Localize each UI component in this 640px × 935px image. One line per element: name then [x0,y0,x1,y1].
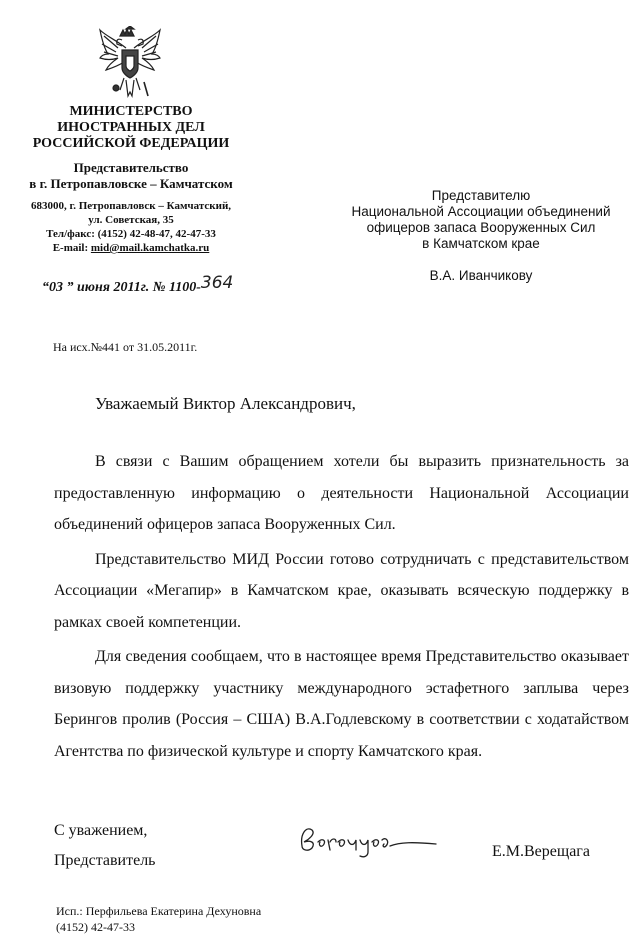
letter-body [54,446,629,767]
representative-office [0,160,262,192]
reference-line: На исх.№441 от 31.05.2011г. [53,340,198,354]
body-paragraph: В связи с Вашим обращением хотели бы выразить признательность за предоставленную информацию о деятельности Национальной Ассоциации объединений офицеров запаса Вооруженных Сил. [54,453,629,533]
body-paragraph: Представительство МИД России готово сотрудничать с представительством Ассоциации «Мегапир» в Камчатском крае, оказывать всяческую поддержку в рамках своей компетенции. [54,550,629,631]
email-line [0,241,262,255]
addressee-name: В.А. Иванчикову [429,268,533,283]
regards: С уважением, [54,822,148,839]
addressee-line: Представителю [431,188,531,203]
closing-block [54,816,155,876]
addressee-line: Национальной Ассоциации объединений [351,204,611,219]
addressee-block [330,188,632,284]
ministry-line: ИНОСТРАННЫХ ДЕЛ [57,120,205,135]
addressee-line: офицеров запаса Вооруженных Сил [366,220,596,235]
handwritten-signature [296,816,446,862]
coat-of-arms-icon [98,26,162,100]
address-line: 683000, г. Петропавловск – Камчатский, [30,200,232,212]
email-link[interactable]: mid@mail.kamchatka.ru [90,242,210,254]
executor-phone: (4152) 42-47-33 [56,920,135,934]
signer-name: Е.М.Верещага [492,843,590,860]
handwritten-number: 364 [200,273,234,293]
salutation: Уважаемый Виктор Александрович, [95,394,356,413]
executor-block [56,903,261,935]
ministry-name [0,104,262,152]
ministry-line: РОССИЙСКОЙ ФЕДЕРАЦИИ [32,136,230,151]
phone-fax: Тел/факс: (4152) 42-48-47, 42-47-33 [46,228,216,240]
body-paragraph: Для сведения сообщаем, что в настоящее время Представительство оказывает визовую поддержку участнику международного эстафетного заплыва через Берингов пролив (Россия – США) В.А.Годлевскому в соответствии с ходатайством Агентства по физической культуре и спорту Камчатского края. [54,648,629,760]
office-line: Представительство [73,160,189,175]
executor-name: Исп.: Перфильева Екатерина Дехуновна [56,904,262,918]
address-line: ул. Советская, 35 [88,214,174,226]
sender-address [0,199,262,255]
date-number: “03 ” июня 2011г. № 1100- [42,280,201,295]
ministry-line: МИНИСТЕРСТВО [69,104,193,119]
email-label: E-mail: [52,242,91,254]
signer-position: Представитель [54,852,156,869]
addressee-line: в Камчатском крае [422,236,540,251]
office-line: в г. Петропавловске – Камчатском [29,176,233,191]
sender-block [0,104,262,255]
outgoing-date-number [42,273,234,296]
